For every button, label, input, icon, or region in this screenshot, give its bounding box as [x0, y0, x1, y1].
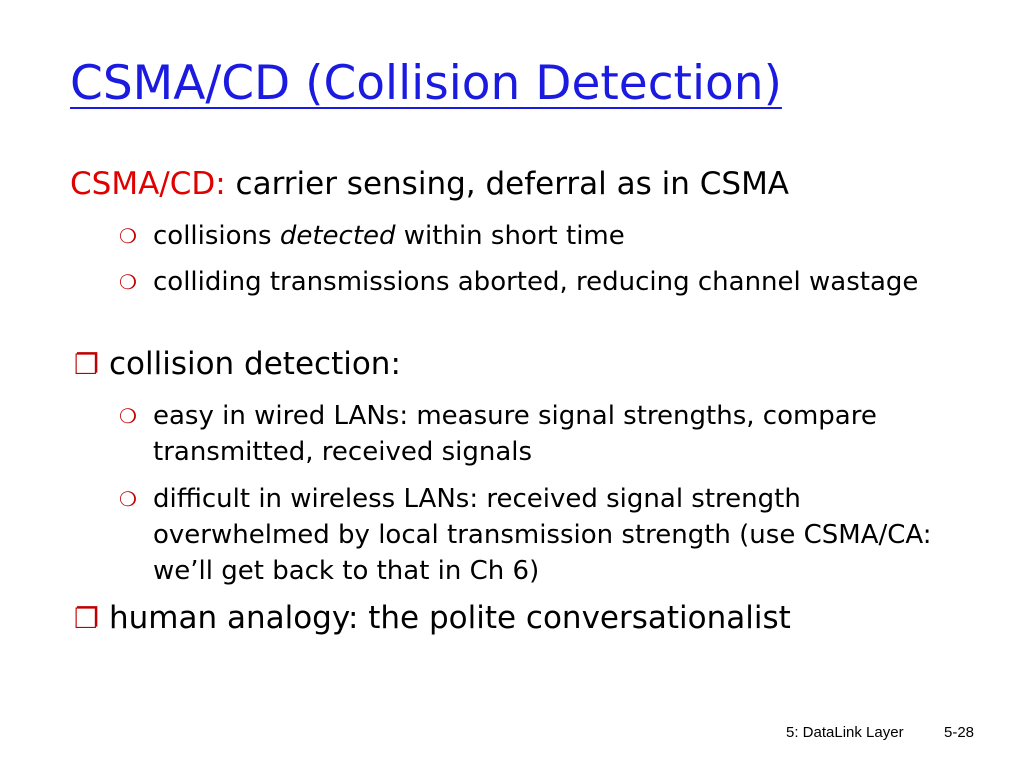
sub-bullet-text: collisions: [153, 221, 280, 251]
sub-bullet-italic: detected: [279, 221, 396, 251]
footer-chapter: 5: DataLink Layer: [786, 724, 904, 741]
footer-page-number: 5-28: [944, 724, 975, 741]
slide-title: CSMA/CD (Collision Detection): [70, 56, 782, 111]
intro-text: carrier sensing, deferral as in CSMA: [225, 166, 790, 202]
circle-bullet-icon: ❍: [119, 270, 137, 294]
sub-bullet-text: difficult in wireless LANs: received signal strength overwhelmed by local transmission strength (use CSMA/CA: we’ll get back to that in Ch 6): [153, 484, 932, 586]
circle-bullet-icon: ❍: [119, 404, 137, 428]
square-bullet-icon: ❐: [74, 348, 100, 381]
intro-line: [70, 166, 990, 202]
sub-bullet-text: colliding transmissions aborted, reducing channel wastage: [153, 267, 919, 297]
square-bullet-icon: ❐: [74, 602, 100, 635]
bullet-text: collision detection:: [108, 346, 401, 382]
circle-bullet-icon: ❍: [119, 224, 137, 248]
bullet-collision-detection: [74, 346, 994, 382]
sub-bullet-collisions-detected: [119, 218, 983, 254]
circle-bullet-icon: ❍: [119, 487, 137, 511]
sub-bullet-colliding-transmissions: [119, 264, 943, 300]
sub-bullet-text: within short time: [395, 221, 625, 251]
intro-label: CSMA/CD:: [70, 166, 226, 202]
sub-bullet-wireless-lans: [119, 481, 983, 589]
bullet-text: human analogy: the polite conversationalist: [108, 600, 791, 636]
sub-bullet-wired-lans: [119, 398, 913, 470]
sub-bullet-text: easy in wired LANs: measure signal strengths, compare transmitted, received signals: [153, 401, 877, 467]
bullet-human-analogy: [74, 600, 994, 636]
